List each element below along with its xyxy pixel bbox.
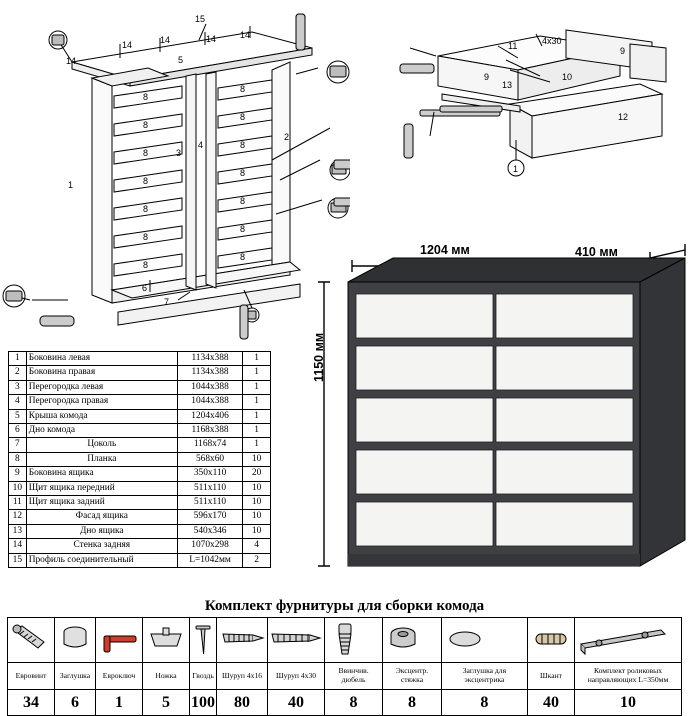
cap-plug-icon <box>55 618 96 663</box>
part-name: Щит ящика передний <box>26 481 177 495</box>
svg-text:8: 8 <box>143 148 149 158</box>
hardware-count: 5 <box>143 690 190 716</box>
hardware-icons-row <box>8 618 682 663</box>
table-row <box>9 395 271 409</box>
svg-text:9: 9 <box>484 72 490 82</box>
part-number: 6 <box>9 424 27 438</box>
svg-text:4х30: 4х30 <box>542 36 562 46</box>
table-row <box>9 496 271 510</box>
height-dimension-label: 1150 мм <box>312 332 326 382</box>
hardware-count: 1 <box>96 690 143 716</box>
part-qty: 10 <box>243 524 271 538</box>
part-name: Щит ящика задний <box>26 496 177 510</box>
part-number: 7 <box>9 438 27 452</box>
dowel-icon <box>527 618 574 663</box>
svg-text:8: 8 <box>240 112 246 122</box>
svg-text:4: 4 <box>198 140 204 150</box>
hardware-label: Заглушка для эксцентрика <box>441 663 527 690</box>
part-number: 3 <box>9 380 27 394</box>
svg-text:1: 1 <box>513 164 519 174</box>
part-qty: 10 <box>243 452 271 466</box>
table-row <box>9 467 271 481</box>
eccentric-cap-icon <box>441 618 527 663</box>
part-size: 511х110 <box>177 481 242 495</box>
part-qty: 1 <box>243 380 271 394</box>
svg-text:8: 8 <box>143 232 149 242</box>
part-name: Боковина левая <box>26 352 177 366</box>
part-name: Боковина ящика <box>26 467 177 481</box>
hardware-label: Ножка <box>143 663 190 690</box>
svg-text:3: 3 <box>176 148 182 158</box>
part-qty: 1 <box>243 438 271 452</box>
hardware-count: 10 <box>575 690 682 716</box>
svg-text:13: 13 <box>502 80 513 90</box>
table-row <box>9 424 271 438</box>
part-size: 511х110 <box>177 496 242 510</box>
part-size: 1044х388 <box>177 380 242 394</box>
hardware-label: Шуруп 4х16 <box>217 663 268 690</box>
table-row <box>9 409 271 423</box>
part-qty: 10 <box>243 481 271 495</box>
part-qty: 1 <box>243 395 271 409</box>
svg-text:8: 8 <box>143 176 149 186</box>
svg-text:8: 8 <box>240 168 246 178</box>
part-name: Перегородка правая <box>26 395 177 409</box>
hardware-count: 8 <box>325 690 383 716</box>
svg-text:8: 8 <box>143 92 149 102</box>
svg-text:12: 12 <box>618 112 629 122</box>
cabinet-exploded-diagram <box>0 0 350 345</box>
part-number: 14 <box>9 539 27 553</box>
svg-text:14: 14 <box>240 30 251 40</box>
part-qty: 1 <box>243 366 271 380</box>
part-qty: 2 <box>243 553 271 567</box>
hardware-count: 80 <box>217 690 268 716</box>
table-row <box>9 539 271 553</box>
svg-text:11: 11 <box>508 41 518 51</box>
svg-text:14: 14 <box>160 35 171 45</box>
part-size: 568х60 <box>177 452 242 466</box>
svg-text:7: 7 <box>164 297 170 307</box>
svg-text:14: 14 <box>122 40 133 50</box>
part-name: Фасад ящика <box>26 510 177 524</box>
hardware-kit-table <box>7 617 682 716</box>
hardware-labels-row <box>8 663 682 690</box>
part-size: 540х346 <box>177 524 242 538</box>
part-qty: 1 <box>243 352 271 366</box>
svg-text:8: 8 <box>240 252 246 262</box>
drawer-exploded-diagram <box>390 8 685 183</box>
svg-text:14: 14 <box>66 56 77 66</box>
table-row <box>9 366 271 380</box>
part-name: Планка <box>26 452 177 466</box>
part-size: 1070х298 <box>177 539 242 553</box>
svg-text:8: 8 <box>240 224 246 234</box>
svg-text:15: 15 <box>195 14 206 24</box>
part-size: 1168х388 <box>177 424 242 438</box>
hardware-count: 40 <box>268 690 325 716</box>
part-size: 1204х406 <box>177 409 242 423</box>
part-size: 596х170 <box>177 510 242 524</box>
eccentric-tie-icon <box>383 618 442 663</box>
part-qty: 1 <box>243 409 271 423</box>
screw-4x30-icon <box>268 618 325 663</box>
part-size: L=1042мм <box>177 553 242 567</box>
part-name: Дно ящика <box>26 524 177 538</box>
table-row <box>9 524 271 538</box>
part-qty: 10 <box>243 510 271 524</box>
part-number: 1 <box>9 352 27 366</box>
part-name: Стенка задняя <box>26 539 177 553</box>
depth-dimension-label: 410 мм <box>575 245 618 259</box>
hardware-counts-row <box>8 690 682 716</box>
part-name: Профиль соединительный <box>26 553 177 567</box>
hardware-label: Евровинт <box>8 663 55 690</box>
width-dimension-label: 1204 мм <box>420 243 470 257</box>
hardware-count: 8 <box>383 690 442 716</box>
part-name: Крыша комода <box>26 409 177 423</box>
part-qty: 4 <box>243 539 271 553</box>
part-name: Дно комода <box>26 424 177 438</box>
hardware-count: 100 <box>190 690 217 716</box>
hardware-label: Ввинчив. дюбель <box>325 663 383 690</box>
svg-text:8: 8 <box>143 204 149 214</box>
part-number: 10 <box>9 481 27 495</box>
screw-4x16-icon <box>217 618 268 663</box>
svg-text:1: 1 <box>68 180 74 190</box>
hardware-count: 40 <box>527 690 574 716</box>
part-number: 4 <box>9 395 27 409</box>
svg-text:8: 8 <box>143 260 149 270</box>
table-row <box>9 452 271 466</box>
part-number: 2 <box>9 366 27 380</box>
hardware-label: Комплект роликовых направляющих L=350мм <box>575 663 682 690</box>
hardware-label: Шуруп 4х30 <box>268 663 325 690</box>
svg-text:14: 14 <box>206 34 217 44</box>
euro-screw-icon <box>8 618 55 663</box>
hardware-label: Эксцентр. стяжка <box>383 663 442 690</box>
hardware-label: Гвоздь <box>190 663 217 690</box>
svg-text:8: 8 <box>240 84 246 94</box>
svg-text:2: 2 <box>284 132 290 142</box>
hardware-label: Заглушка <box>55 663 96 690</box>
svg-text:9: 9 <box>620 46 626 56</box>
part-size: 1134х388 <box>177 352 242 366</box>
svg-text:8: 8 <box>143 120 149 130</box>
nail-icon <box>190 618 217 663</box>
foot-icon <box>143 618 190 663</box>
part-name: Цоколь <box>26 438 177 452</box>
part-name: Перегородка левая <box>26 380 177 394</box>
screw-in-dowel-icon <box>325 618 383 663</box>
svg-text:8: 8 <box>240 196 246 206</box>
hardware-kit-title: Комплект фурнитуры для сборки комода <box>204 598 485 614</box>
part-size: 1044х388 <box>177 395 242 409</box>
part-size: 1168х74 <box>177 438 242 452</box>
svg-text:6: 6 <box>142 283 148 293</box>
table-row <box>9 553 271 567</box>
part-qty: 10 <box>243 496 271 510</box>
part-number: 11 <box>9 496 27 510</box>
table-row <box>9 380 271 394</box>
part-number: 5 <box>9 409 27 423</box>
part-number: 12 <box>9 510 27 524</box>
table-row <box>9 438 271 452</box>
hardware-count: 8 <box>441 690 527 716</box>
part-number: 9 <box>9 467 27 481</box>
table-row <box>9 510 271 524</box>
hardware-count: 34 <box>8 690 55 716</box>
part-qty: 20 <box>243 467 271 481</box>
table-row <box>9 352 271 366</box>
part-number: 15 <box>9 553 27 567</box>
roller-guides-icon <box>575 618 682 663</box>
part-number: 8 <box>9 452 27 466</box>
svg-text:8: 8 <box>240 140 246 150</box>
table-row <box>9 481 271 495</box>
hardware-label: Шкант <box>527 663 574 690</box>
part-size: 1134х388 <box>177 366 242 380</box>
svg-text:5: 5 <box>178 55 184 65</box>
hex-key-icon <box>96 618 143 663</box>
svg-text:10: 10 <box>562 72 573 82</box>
part-number: 13 <box>9 524 27 538</box>
part-size: 350х110 <box>177 467 242 481</box>
hardware-label: Евроключ <box>96 663 143 690</box>
part-name: Боковина правая <box>26 366 177 380</box>
finished-chest-render <box>300 236 689 596</box>
parts-list-table <box>8 351 271 568</box>
part-qty: 1 <box>243 424 271 438</box>
hardware-count: 6 <box>55 690 96 716</box>
parts-list-body <box>9 352 271 568</box>
